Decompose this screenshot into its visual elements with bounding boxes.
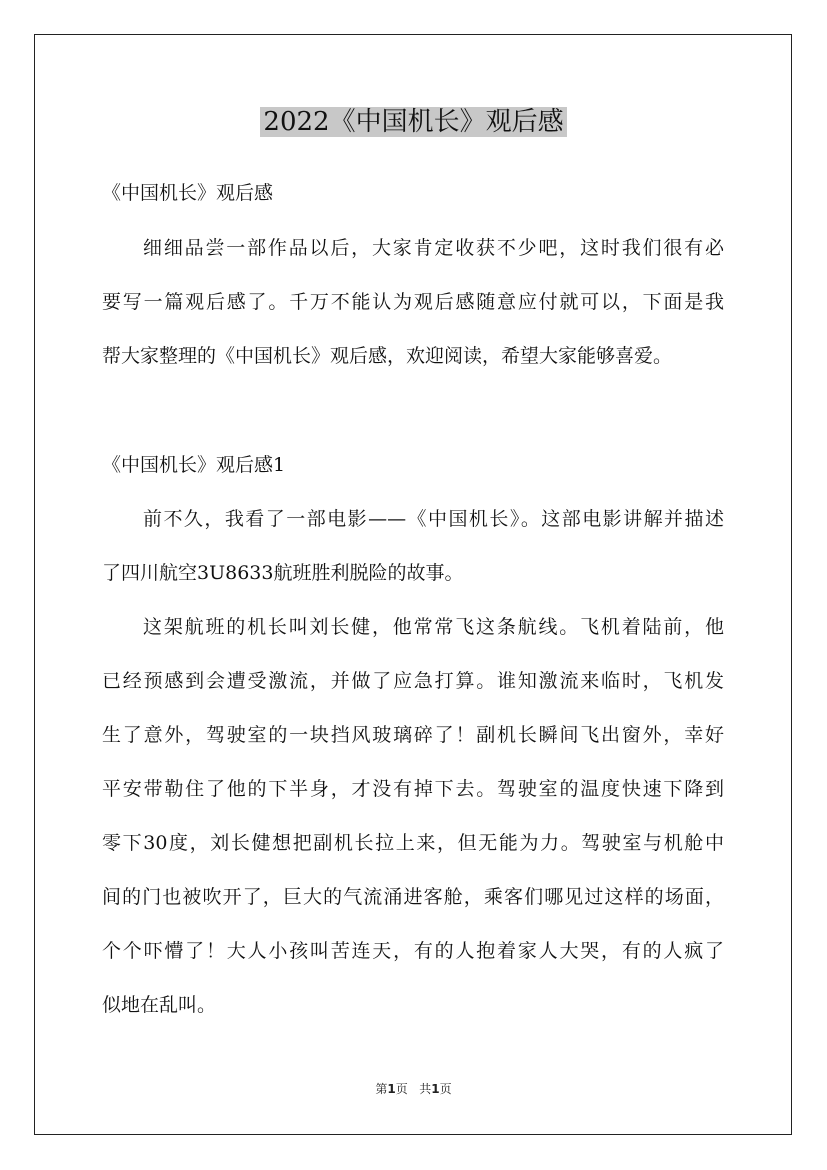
footer-page-number: 1: [387, 1082, 396, 1096]
paragraph-line: 零下30度，刘长健想把副机长拉上来，但无能为力。驾驶室与机舱中: [102, 832, 724, 854]
page-footer: [0, 1081, 827, 1097]
intro-line: 帮大家整理的《中国机长》观后感，欢迎阅读，希望大家能够喜爱。: [102, 345, 673, 367]
footer-suffix: 页: [439, 1082, 452, 1096]
paragraph-line: 前不久，我看了一部电影——《中国机长》。这部电影讲解并描述: [143, 508, 724, 530]
paragraph-line: 已经预感到会遭受激流，并做了应急打算。谁知激流来临时，飞机发: [102, 670, 724, 692]
paragraph-line: 生了意外，驾驶室的一块挡风玻璃碎了！副机长瞬间飞出窗外，幸好: [102, 724, 724, 746]
footer-mid: 页 共: [395, 1082, 432, 1096]
paragraph-line: 似地在乱叫。: [102, 994, 217, 1016]
section-heading: 《中国机长》观后感1: [102, 454, 286, 476]
paragraph-line: 了四川航空3U8633航班胜利脱险的故事。: [102, 562, 464, 584]
intro-line: 要写一篇观后感了。千万不能认为观后感随意应付就可以，下面是我: [102, 291, 724, 313]
document-title-text: 2022《中国机长》观后感: [260, 107, 566, 137]
paragraph-line: 间的门也被吹开了，巨大的气流涌进客舱，乘客们哪见过这样的场面，: [102, 886, 724, 908]
document-title: [0, 100, 827, 144]
footer-page-total: 1: [431, 1082, 440, 1096]
intro-line: 细细品尝一部作品以后，大家肯定收获不少吧，这时我们很有必: [143, 237, 724, 259]
paragraph-line: 个个吓懵了！大人小孩叫苦连天，有的人抱着家人大哭，有的人疯了: [102, 940, 724, 962]
paragraph-line: 平安带勒住了他的下半身，才没有掉下去。驾驶室的温度快速下降到: [102, 778, 724, 800]
paragraph-line: 这架航班的机长叫刘长健，他常常飞这条航线。飞机着陆前，他: [143, 616, 724, 638]
footer-prefix: 第: [375, 1082, 388, 1096]
document-subtitle: 《中国机长》观后感: [102, 182, 274, 204]
